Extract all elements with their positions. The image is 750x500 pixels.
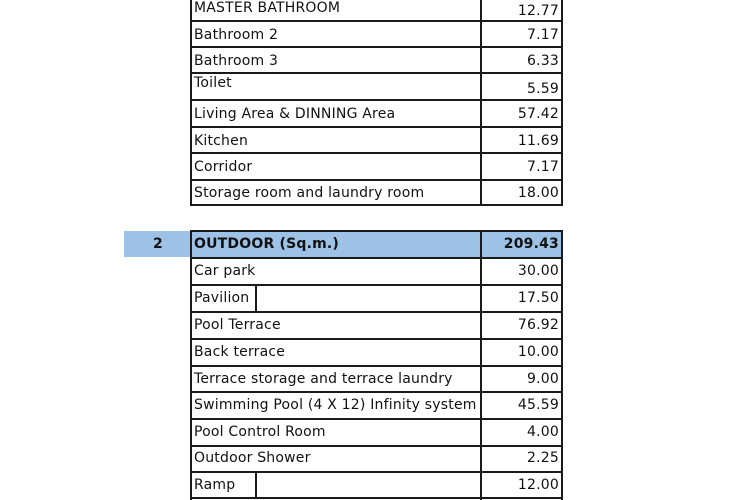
table-border-left (190, 0, 192, 205)
area-value: 9.00 (527, 371, 559, 387)
room-name: Storage room and laundry room (194, 185, 425, 201)
room-area: 11.69 (517, 133, 559, 149)
area-value: 2.25 (527, 450, 559, 466)
area-value: 45.59 (517, 397, 559, 413)
row-divider (190, 391, 563, 393)
area-value: 30.00 (517, 263, 559, 279)
section-title: OUTDOOR (Sq.m.) (194, 236, 340, 252)
room-name: Kitchen (194, 133, 249, 149)
area-name: Pool Control Room (194, 424, 326, 440)
room-area: 12.77 (517, 3, 559, 19)
table-border-top (190, 230, 563, 232)
row-divider (190, 72, 563, 74)
row-divider (190, 257, 563, 259)
area-value: 10.00 (517, 344, 559, 360)
room-area: 6.33 (527, 53, 559, 69)
room-area: 57.42 (517, 106, 559, 122)
row-divider (190, 338, 563, 340)
room-area: 7.17 (527, 159, 559, 175)
area-name: Pavilion (194, 290, 250, 306)
area-value: 17.50 (517, 290, 559, 306)
table-border-bottom (190, 204, 563, 206)
row-divider (190, 471, 563, 473)
room-area: 7.17 (527, 27, 559, 43)
row-divider (190, 99, 563, 101)
row-divider (190, 365, 563, 367)
section-number: 2 (153, 236, 163, 252)
table-column-divider (480, 0, 482, 205)
table-border-right (561, 0, 563, 205)
room-name: Corridor (194, 159, 253, 175)
room-name: Bathroom 2 (194, 27, 279, 43)
row-divider (190, 284, 563, 286)
row-divider (190, 46, 563, 48)
row-divider (190, 126, 563, 128)
area-value: 4.00 (527, 424, 559, 440)
row-divider (190, 418, 563, 420)
row-divider (190, 311, 563, 313)
room-area: 5.59 (527, 81, 559, 97)
room-name: Living Area & DINNING Area (194, 106, 396, 122)
room-name: MASTER BATHROOM (194, 0, 341, 16)
row-divider (190, 20, 563, 22)
row-divider (190, 152, 563, 154)
area-name: Pool Terrace (194, 317, 281, 333)
section-total: 209.43 (503, 236, 559, 252)
area-name: Outdoor Shower (194, 450, 311, 466)
cell-divider (255, 473, 257, 497)
row-divider (190, 445, 563, 447)
area-name: Swimming Pool (4 X 12) Infinity system (194, 397, 477, 413)
area-name: Back terrace (194, 344, 286, 360)
cell-divider (255, 286, 257, 311)
row-divider (190, 497, 563, 499)
area-value: 12.00 (517, 477, 559, 493)
room-name: Bathroom 3 (194, 53, 279, 69)
row-divider (190, 179, 563, 181)
area-name: Terrace storage and terrace laundry (194, 371, 453, 387)
room-area: 18.00 (517, 185, 559, 201)
area-value: 76.92 (517, 317, 559, 333)
area-name: Ramp (194, 477, 236, 493)
room-name: Toilet (194, 75, 232, 91)
area-name: Car park (194, 263, 256, 279)
